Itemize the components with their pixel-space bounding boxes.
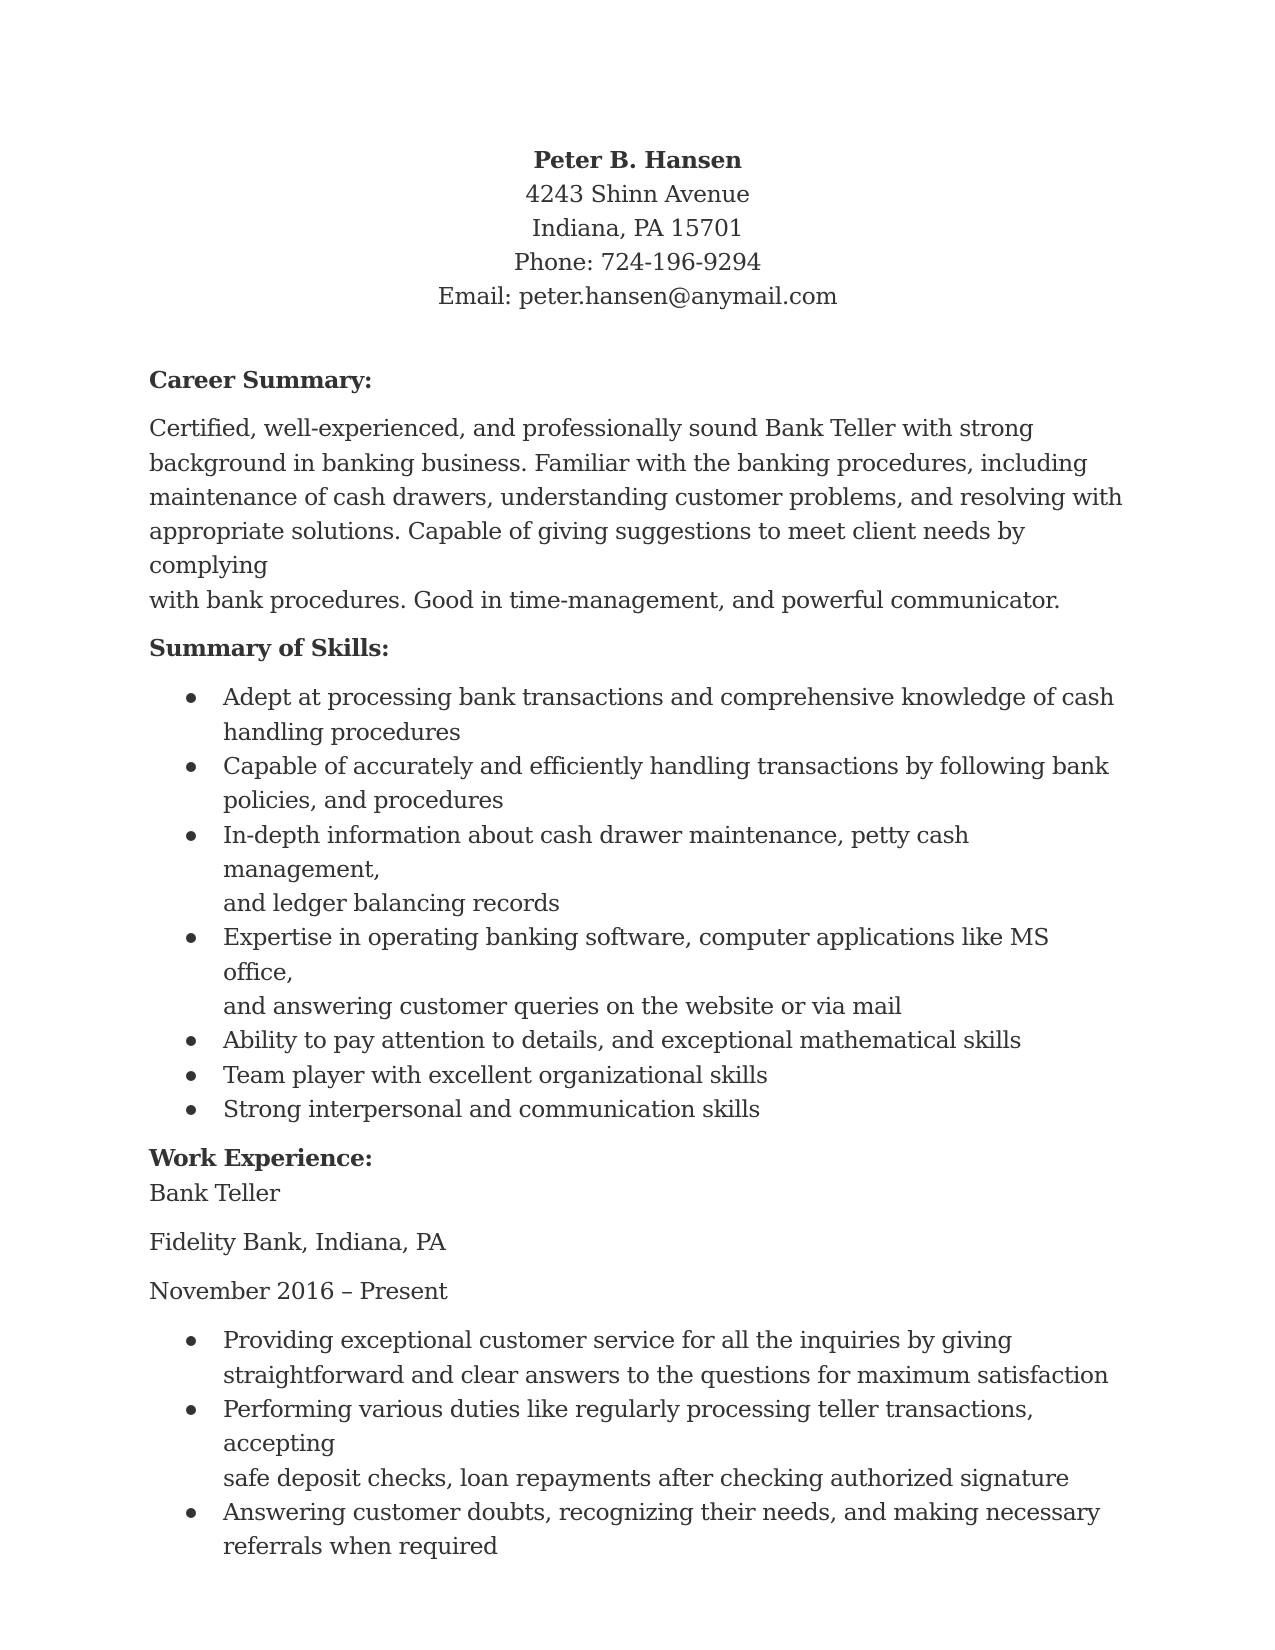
career-summary-heading: Career Summary: xyxy=(149,366,373,394)
summary-line: with bank procedures. Good in time-management, and powerful communicator. xyxy=(149,585,1061,614)
list-item-line: Answering customer doubts, recognizing their needs, and making necessary xyxy=(223,1497,1100,1526)
phone-number: Phone: 724-196-9294 xyxy=(513,248,762,276)
summary-line: Certified, well-experienced, and professionally sound Bank Teller with strong xyxy=(149,414,1034,443)
list-item xyxy=(149,1323,1123,1392)
list-item-line: Team player with excellent organizational skills xyxy=(223,1060,768,1089)
bullet-icon xyxy=(186,933,196,943)
summary-line: background in banking business. Familiar with the banking procedures, including xyxy=(149,448,1088,477)
bullet-icon xyxy=(186,831,196,841)
list-item-line: referrals when required xyxy=(223,1532,498,1561)
bullet-icon xyxy=(186,762,196,772)
email-address: Email: peter.hansen@anymail.com xyxy=(437,282,838,310)
list-item-line: policies, and procedures xyxy=(223,786,504,815)
list-item-line: Providing exceptional customer service for all the inquiries by giving xyxy=(223,1326,1012,1355)
list-item-line: Performing various duties like regularly processing teller transactions, accepting xyxy=(223,1395,1034,1458)
list-item xyxy=(149,680,1123,749)
list-item-line: straightforward and clear answers to the questions for maximum satisfaction xyxy=(223,1360,1109,1389)
list-item xyxy=(149,1495,1123,1564)
list-item-line: Adept at processing bank transactions and comprehensive knowledge of cash xyxy=(223,683,1114,712)
job-company: Fidelity Bank, Indiana, PA xyxy=(149,1227,446,1256)
list-item-line: and answering customer queries on the website or via mail xyxy=(223,992,902,1021)
list-item-line: Ability to pay attention to details, and exceptional mathematical skills xyxy=(223,1026,1022,1055)
bullet-icon xyxy=(186,1405,196,1415)
list-item xyxy=(149,920,1123,1023)
job-title: Bank Teller xyxy=(149,1178,280,1207)
list-item xyxy=(149,1392,1123,1495)
bullet-icon xyxy=(186,693,196,703)
career-summary-text xyxy=(149,411,1149,617)
list-item-line: handling procedures xyxy=(223,717,461,746)
work-duties-list xyxy=(149,1323,1149,1563)
job-dates: November 2016 – Present xyxy=(149,1277,448,1306)
summary-line: maintenance of cash drawers, understanding customer problems, and resolving with xyxy=(149,482,1123,511)
list-item xyxy=(149,1092,1123,1126)
summary-line: appropriate solutions. Capable of giving suggestions to meet client needs by complying xyxy=(149,517,1025,580)
skills-heading: Summary of Skills: xyxy=(149,634,390,663)
list-item-line: and ledger balancing records xyxy=(223,889,560,918)
resume-body xyxy=(149,363,1149,1564)
bullet-icon xyxy=(186,1036,196,1046)
list-item xyxy=(149,749,1123,818)
contact-header xyxy=(0,143,1275,313)
skills-list xyxy=(149,680,1149,1126)
address-line-2: Indiana, PA 15701 xyxy=(531,214,744,242)
list-item xyxy=(149,1058,1123,1092)
bullet-icon xyxy=(186,1336,196,1346)
bullet-icon xyxy=(186,1508,196,1518)
list-item-line: safe deposit checks, loan repayments after checking authorized signature xyxy=(223,1463,1069,1492)
list-item-line: Expertise in operating banking software, computer applications like MS office, xyxy=(223,923,1049,986)
list-item xyxy=(149,1023,1123,1057)
list-item-line: In-depth information about cash drawer maintenance, petty cash management, xyxy=(223,820,969,883)
work-experience-heading: Work Experience: xyxy=(149,1144,373,1173)
list-item-line: Capable of accurately and efficiently handling transactions by following bank xyxy=(223,751,1109,780)
bullet-icon xyxy=(186,1071,196,1081)
list-item xyxy=(149,818,1123,921)
candidate-name: Peter B. Hansen xyxy=(533,146,742,174)
address-line-1: 4243 Shinn Avenue xyxy=(525,180,750,208)
list-item-line: Strong interpersonal and communication skills xyxy=(223,1094,760,1123)
bullet-icon xyxy=(186,1105,196,1115)
